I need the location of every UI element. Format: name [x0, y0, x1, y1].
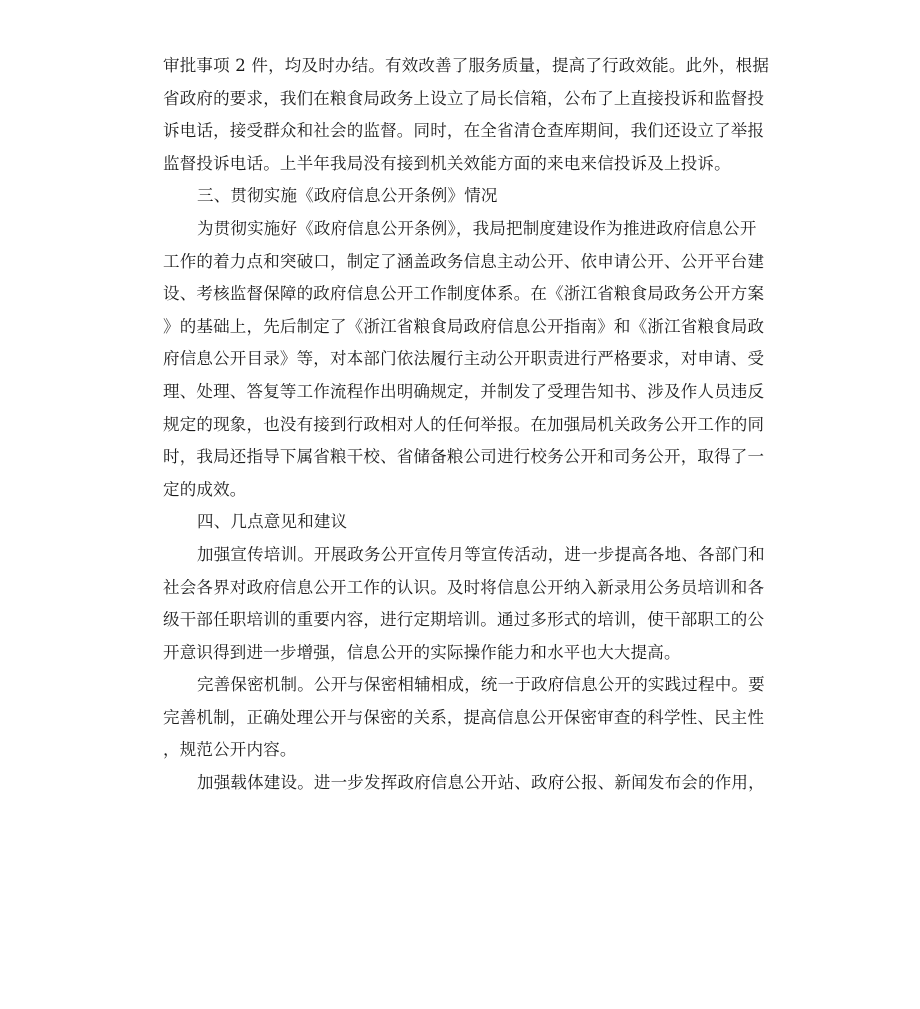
paragraph-line: 府信息公开目录》等，对本部门依法履行主动公开职责进行严格要求，对申请、受 [163, 349, 765, 369]
paragraph-line: 社会各界对政府信息公开工作的认识。及时将信息公开纳入新录用公务员培训和各 [163, 577, 765, 597]
paragraph-line: 监督投诉电话。上半年我局没有接到机关效能方面的来电来信投诉及上投诉。 [163, 153, 731, 173]
paragraph-line: 定的成效。 [163, 479, 247, 499]
paragraph-line: 级干部任职培训的重要内容，进行定期培训。通过多形式的培训，使干部职工的公 [163, 610, 765, 630]
paragraph-line: 省政府的要求，我们在粮食局政务上设立了局长信箱，公布了上直接投诉和监督投 [163, 88, 765, 108]
paragraph-line: 时，我局还指导下属省粮干校、省储备粮公司进行校务公开和司务公开，取得了一 [163, 447, 765, 467]
paragraph-line: ，规范公开内容。 [163, 740, 297, 760]
paragraph-line: 为贯彻实施好《政府信息公开条例》，我局把制度建设作为推进政府信息公开 [197, 218, 757, 238]
section-heading-4: 四、几点意见和建议 [197, 512, 348, 532]
section-heading-3: 三、贯彻实施《政府信息公开条例》情况 [197, 186, 498, 206]
paragraph-line: 诉电话，接受群众和社会的监督。同时，在全省清仓查库期间，我们还设立了举报 [163, 121, 765, 141]
paragraph-line: 审批事项 2 件，均及时办结。有效改善了服务质量，提高了行政效能。此外，根据 [163, 56, 770, 75]
document-body [163, 50, 770, 800]
paragraph-line: 理、处理、答复等工作流程作出明确规定，并制发了受理告知书、涉及作人员违反 [163, 381, 765, 401]
paragraph-line: 设、考核监督保障的政府信息公开工作制度体系。在《浙江省粮食局政务公开方案 [163, 284, 765, 304]
paragraph-line: 加强载体建设。进一步发挥政府信息公开站、政府公报、新闻发布会的作用， [197, 773, 765, 793]
paragraph-line: 开意识得到进一步增强，信息公开的实际操作能力和水平也大大提高。 [163, 642, 681, 662]
paragraph-line: 完善保密机制。公开与保密相辅相成，统一于政府信息公开的实践过程中。要 [197, 675, 765, 695]
paragraph-line: 完善机制，正确处理公开与保密的关系，提高信息公开保密审查的科学性、民主性 [163, 707, 765, 727]
paragraph-line: 工作的着力点和突破口，制定了涵盖政务信息主动公开、依申请公开、公开平台建 [163, 251, 765, 271]
paragraph-line: 》的基础上，先后制定了《浙江省粮食局政府信息公开指南》和《浙江省粮食局政 [163, 316, 765, 336]
paragraph-line: 规定的现象，也没有接到行政相对人的任何举报。在加强局机关政务公开工作的同 [163, 414, 765, 434]
paragraph-line: 加强宣传培训。开展政务公开宣传月等宣传活动，进一步提高各地、各部门和 [197, 544, 765, 564]
